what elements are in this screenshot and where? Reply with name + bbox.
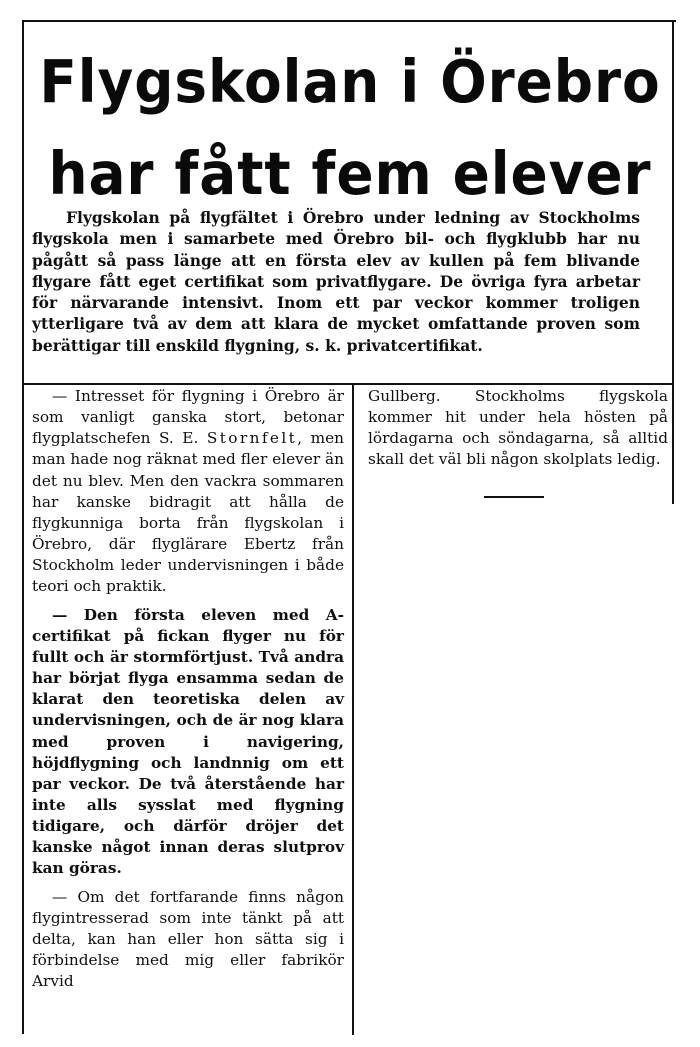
body-paragraph-3: — Om det fortfarande finns någon flygintresserad som inte tänkt på att delta, kan han eller hon sätta sig i förbindelse med mig eller fabrikör Arvid <box>32 887 344 991</box>
paragraph-1-text-end: , men man hade nog räknat med fler elever än det nu blev. Men den vackra sommaren har kanske bidragit att hålla de flygkunniga borta från flygskolan i Örebro, där flyglärare Ebertz från Stockholm leder undervisningen i både teori och praktik. <box>32 429 345 596</box>
body-column-2 <box>368 386 668 471</box>
end-rule <box>484 496 544 498</box>
paragraph-1-text-start: — Intresset för flygning i Örebro är som vanligt ganska stort, betonar flygplatschefen S. E. <box>32 387 344 448</box>
headline-line-1: Flygskolan i Örebro <box>39 47 661 116</box>
body-paragraph-1 <box>32 386 344 598</box>
lead-paragraph: Flygskolan på flygfältet i Örebro under ledning av Stockholms flygskola men i samarbete med Örebro bil- och flygklubb har nu pågått så pass länge att en första elev av kullen på fem blivande flygare fått eget certifikat som privatflygare. De övriga fyra arbetar för närvarande intensivt. Inom ett par veckor kommer troligen ytterligare två av dem att klara de mycket omfattande proven som berättigar till enskild flygning, s. k. privatcertifikat. <box>32 208 640 355</box>
column-divider <box>352 385 354 1035</box>
chief-name: Stornfelt <box>206 429 298 448</box>
body-paragraph-3-continued: Gullberg. Stockholms flygskola kommer hit under hela hösten på lördagarna och söndagarna, så alltid skall det väl bli någon skolplats ledig. <box>368 387 668 469</box>
lead-divider <box>22 383 674 385</box>
headline-line-2: har fått fem elever <box>48 139 652 208</box>
body-paragraph-2: — Den första eleven med A-certifikat på fickan flyger nu för fullt och är stormförtjust. Två andra har börjat flyga ensamma sedan de klarat den teoretiska delen av undervisningen, och de är nog klara med proven i navigering, höjdflygning och landnnig om ett par veckor. De två återstående har inte alls sysslat med flygning tidigare, och därför dröjer det kanske något innan deras slutprov kan göras. <box>32 605 344 878</box>
body-column-1 <box>32 386 344 992</box>
